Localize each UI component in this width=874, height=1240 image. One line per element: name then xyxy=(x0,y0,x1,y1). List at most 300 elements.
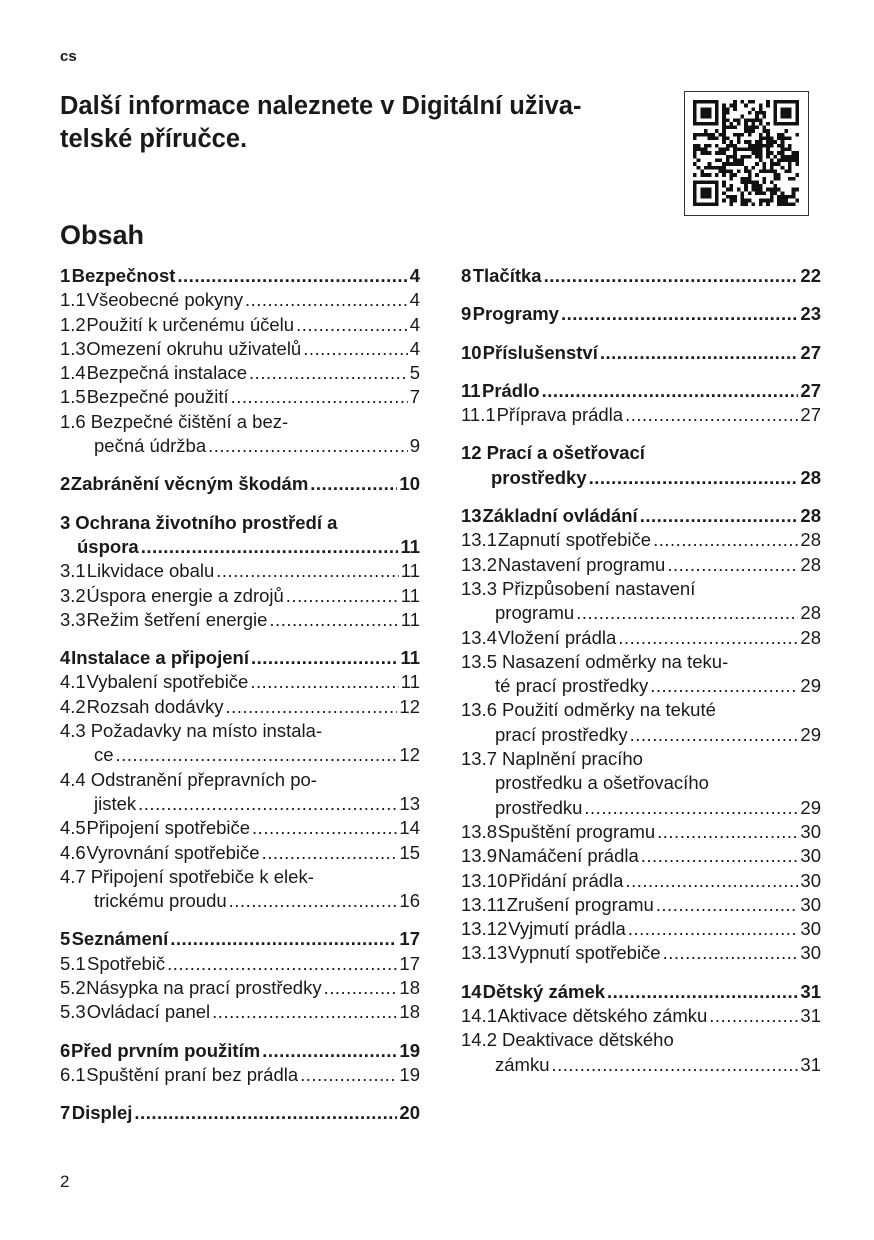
toc-entry[interactable] xyxy=(60,696,420,720)
toc-entry[interactable] xyxy=(461,1029,821,1078)
leader-dots xyxy=(303,338,407,360)
toc-entry-title-cont: prostředky xyxy=(491,466,587,488)
toc-section xyxy=(461,303,821,327)
toc-entry[interactable] xyxy=(461,894,821,918)
leader-dots xyxy=(657,821,798,843)
toc-entry-page: 9 xyxy=(409,435,420,457)
toc-entry-line xyxy=(461,467,821,491)
toc-entry-number: 3.1 xyxy=(60,560,86,582)
toc-entry-title: Displej xyxy=(71,1102,133,1124)
leader-dots xyxy=(667,554,798,576)
toc-entry-line xyxy=(60,647,420,671)
toc-entry-number: 8 xyxy=(461,265,472,286)
toc-entry-number: 4.7 xyxy=(60,865,86,887)
toc-entry-line xyxy=(461,505,821,529)
toc-entry-page: 7 xyxy=(409,386,420,408)
toc-entry-line xyxy=(60,696,420,720)
toc-entry[interactable] xyxy=(461,380,821,404)
toc-column-left xyxy=(60,265,420,1141)
toc-entry-page: 31 xyxy=(800,980,821,1002)
toc-entry-line xyxy=(60,473,420,497)
toc-entry-page: 11 xyxy=(400,647,420,669)
toc-entry-page: 22 xyxy=(800,265,821,286)
toc-entry-line xyxy=(60,536,420,560)
toc-entry-page: 11 xyxy=(400,608,420,630)
toc-entry[interactable] xyxy=(60,842,420,866)
toc-column-right xyxy=(461,265,821,1092)
toc-entry-number: 14.1 xyxy=(461,1005,498,1027)
toc-entry-page: 12 xyxy=(399,695,420,717)
toc-entry-title: Režim šetření energie xyxy=(86,608,268,630)
toc-entry[interactable] xyxy=(461,265,821,289)
toc-entry-line xyxy=(461,265,821,289)
toc-entry-line xyxy=(461,1029,821,1053)
toc-entry-line xyxy=(60,744,420,768)
toc-entry-title: Rozsah dodávky xyxy=(86,695,224,717)
toc-entry-number: 1.4 xyxy=(60,362,86,384)
toc-entry-page: 5 xyxy=(409,362,420,384)
leader-dots xyxy=(167,953,397,975)
toc-entry-number: 6 xyxy=(60,1039,71,1061)
toc-entry-page: 18 xyxy=(399,977,420,999)
toc-entry-page: 23 xyxy=(800,303,821,325)
leader-dots xyxy=(250,671,398,693)
toc-entry[interactable] xyxy=(60,473,420,497)
toc-section xyxy=(461,380,821,429)
toc-entry-title: Vyrovnání spotřebiče xyxy=(86,841,260,863)
toc-section xyxy=(60,512,420,633)
leader-dots xyxy=(208,435,408,457)
toc-entry-number: 13 xyxy=(461,505,482,527)
toc-entry-page: 18 xyxy=(399,1001,420,1023)
toc-entry-line xyxy=(461,724,821,748)
toc-entry-page: 31 xyxy=(800,1053,821,1075)
language-tag: cs xyxy=(60,48,77,65)
toc-entry-page: 28 xyxy=(800,626,821,648)
toc-entry[interactable] xyxy=(60,585,420,609)
toc-entry-title: Ochrana životního prostředí a xyxy=(75,511,338,533)
toc-entry-page: 11 xyxy=(400,560,420,582)
toc-entry-page: 11 xyxy=(400,584,420,606)
toc-entry-page: 13 xyxy=(399,792,420,814)
toc-entry-title: Deaktivace dětského xyxy=(502,1029,674,1051)
toc-entry-line xyxy=(60,817,420,841)
toc-entry-title-cont: jistek xyxy=(94,792,137,814)
leader-dots xyxy=(663,942,799,964)
toc-entry-number: 11 xyxy=(461,379,481,401)
toc-entry[interactable] xyxy=(60,265,420,289)
toc-entry-page: 30 xyxy=(800,820,821,842)
toc-entry-title: Aktivace dětského zámku xyxy=(497,1005,708,1027)
toc-entry-page: 17 xyxy=(399,952,420,974)
toc-entry-line xyxy=(60,338,420,362)
toc-entry[interactable] xyxy=(60,671,420,695)
toc-entry-line xyxy=(461,1005,821,1029)
leader-dots xyxy=(324,977,398,999)
toc-entry-line xyxy=(60,793,420,817)
toc-entry[interactable] xyxy=(60,609,420,633)
toc-entry-line xyxy=(461,845,821,869)
toc-entry-page: 4 xyxy=(409,313,420,335)
toc-entry-line xyxy=(60,1064,420,1088)
toc-entry[interactable] xyxy=(461,627,821,651)
toc-entry-line xyxy=(461,981,821,1005)
leader-dots xyxy=(709,1005,798,1027)
toc-entry-line xyxy=(461,748,821,772)
toc-entry-title: Použití k určenému účelu xyxy=(86,313,295,335)
toc-entry-line xyxy=(60,890,420,914)
toc-entry-number: 4.3 xyxy=(60,720,86,742)
toc-entry-line xyxy=(461,578,821,602)
leader-dots xyxy=(542,380,799,402)
toc-section xyxy=(461,981,821,1078)
toc-entry-title: Bezpečná instalace xyxy=(86,362,248,384)
toc-entry[interactable] xyxy=(461,442,821,491)
toc-entry-number: 12 xyxy=(461,442,482,464)
toc-entry-line xyxy=(60,977,420,1001)
toc-entry-number: 13.12 xyxy=(461,918,508,940)
toc-entry-line xyxy=(461,404,821,428)
leader-dots xyxy=(625,870,798,892)
toc-entry-number: 13.9 xyxy=(461,845,498,867)
toc-entry[interactable] xyxy=(461,981,821,1005)
toc-entry-title: Zrušení programu xyxy=(506,893,654,915)
toc-entry-line xyxy=(461,529,821,553)
toc-entry-number: 1.6 xyxy=(60,410,86,432)
toc-entry-line xyxy=(461,342,821,366)
toc-section xyxy=(60,1102,420,1126)
toc-entry-page: 29 xyxy=(800,723,821,745)
leader-dots xyxy=(134,1102,397,1124)
toc-entry-title: Vypnutí spotřebiče xyxy=(508,942,661,964)
toc-entry[interactable] xyxy=(461,1005,821,1029)
toc-entry-page: 20 xyxy=(399,1102,420,1124)
toc-entry-title: Vložení prádla xyxy=(498,626,617,648)
toc-entry-page: 27 xyxy=(800,341,821,363)
toc-entry[interactable] xyxy=(461,578,821,627)
toc-entry[interactable] xyxy=(60,1064,420,1088)
toc-entry-number: 13.1 xyxy=(461,529,498,551)
toc-entry[interactable] xyxy=(461,505,821,529)
toc-entry-title: Programy xyxy=(472,303,559,325)
leader-dots xyxy=(216,560,399,582)
toc-entry[interactable] xyxy=(60,362,420,386)
toc-entry-title: Bezpečné čištění a bez- xyxy=(90,410,289,432)
toc-entry-number: 11.1 xyxy=(461,404,496,426)
leader-dots xyxy=(650,675,798,697)
toc-entry-title: Spuštění praní bez prádla xyxy=(86,1063,299,1085)
toc-entry-title: Ovládací panel xyxy=(86,1001,211,1023)
toc-entry[interactable] xyxy=(461,404,821,428)
toc-entry-number: 4.1 xyxy=(60,671,86,693)
toc-section xyxy=(60,647,420,914)
toc-entry-title: Vybalení spotřebiče xyxy=(86,671,249,693)
toc-entry-line xyxy=(60,953,420,977)
leader-dots xyxy=(576,602,798,624)
toc-entry-number: 6.1 xyxy=(60,1063,86,1085)
toc-entry-number: 13.10 xyxy=(461,869,508,891)
toc-entry-page: 17 xyxy=(399,928,420,950)
toc-entry-page: 29 xyxy=(800,675,821,697)
toc-entry[interactable] xyxy=(60,928,420,952)
leader-dots xyxy=(269,609,398,631)
leader-dots xyxy=(544,265,799,287)
toc-entry-number: 13.4 xyxy=(461,626,498,648)
toc-entry-page: 28 xyxy=(800,466,821,488)
toc-entry-title: Zapnutí spotřebiče xyxy=(497,529,652,551)
toc-entry-line xyxy=(461,797,821,821)
leader-dots xyxy=(628,918,799,940)
toc-entry-title-cont: zámku xyxy=(495,1053,550,1075)
toc-entry-number: 5.3 xyxy=(60,1001,86,1023)
toc-entry-line xyxy=(60,842,420,866)
toc-entry-page: 10 xyxy=(399,473,420,495)
toc-entry-number: 13.2 xyxy=(461,553,498,575)
toc-entry-title-cont: trickému proudu xyxy=(94,890,227,912)
leader-dots xyxy=(212,1001,397,1023)
toc-entry[interactable] xyxy=(461,303,821,327)
toc-entry-line xyxy=(60,411,420,435)
toc-entry-page: 11 xyxy=(400,671,420,693)
toc-entry-page: 30 xyxy=(800,845,821,867)
toc-entry-line xyxy=(60,435,420,459)
toc-entry-title: Připojení spotřebiče xyxy=(86,817,251,839)
toc-entry-number: 1.2 xyxy=(60,313,86,335)
toc-entry[interactable] xyxy=(461,918,821,942)
headline xyxy=(60,90,670,156)
leader-dots xyxy=(249,362,408,384)
toc-entry-title-cont: programu xyxy=(495,602,575,624)
toc-entry-line xyxy=(60,314,420,338)
toc-entry-line xyxy=(60,585,420,609)
toc-entry-line xyxy=(60,265,420,289)
toc-entry-line xyxy=(60,1102,420,1126)
toc-entry-title: Požadavky na místo instala- xyxy=(90,720,323,742)
toc-entry[interactable] xyxy=(461,845,821,869)
leader-dots xyxy=(116,744,398,766)
toc-entry-title: Všeobecné pokyny xyxy=(86,289,243,311)
toc-entry-title-cont: prostředku xyxy=(495,796,583,818)
toc-entry[interactable] xyxy=(60,314,420,338)
leader-dots xyxy=(561,303,798,325)
leader-dots xyxy=(300,1064,397,1086)
toc-entry-number: 5.2 xyxy=(60,977,86,999)
toc-entry[interactable] xyxy=(461,554,821,578)
leader-dots xyxy=(141,536,399,558)
toc-entry-title: Vyjmutí prádla xyxy=(508,918,626,940)
toc-entry-number: 7 xyxy=(60,1102,71,1124)
toc-entry[interactable] xyxy=(60,769,420,818)
toc-entry-number: 4 xyxy=(60,647,71,669)
toc-entry-title: Násypka na prací prostředky xyxy=(86,977,322,999)
toc-title: Obsah xyxy=(60,220,145,250)
toc-section xyxy=(461,505,821,967)
toc-entry-number: 13.5 xyxy=(461,650,498,672)
toc-entry-line xyxy=(60,1001,420,1025)
toc-entry-title: Omezení okruhu uživatelů xyxy=(86,337,302,359)
toc-entry-line xyxy=(60,512,420,536)
toc-entry-title-cont: prostředku a ošetřovacího xyxy=(495,772,709,794)
toc-entry-title: Bezpečnost xyxy=(71,265,176,286)
toc-entry[interactable] xyxy=(461,870,821,894)
toc-entry-number: 14.2 xyxy=(461,1029,498,1051)
toc-entry-line xyxy=(60,769,420,793)
toc-entry-number: 13.6 xyxy=(461,699,498,721)
leader-dots xyxy=(229,890,398,912)
toc-entry-title: Dětský zámek xyxy=(482,980,606,1002)
qr-code[interactable] xyxy=(684,91,809,216)
toc-entry-title: Před prvním použitím xyxy=(71,1039,261,1061)
toc-entry-title: Přizpůsobení nastavení xyxy=(502,577,696,599)
toc-entry-number: 14 xyxy=(461,980,482,1002)
toc-entry-number: 10 xyxy=(461,341,482,363)
toc-entry-title: Instalace a připojení xyxy=(71,647,249,669)
toc-entry[interactable] xyxy=(461,821,821,845)
leader-dots xyxy=(231,386,408,408)
toc-entry-number: 5 xyxy=(60,928,71,950)
toc-entry-page: 12 xyxy=(399,744,420,766)
toc-entry-number: 1.1 xyxy=(60,289,86,311)
toc-entry[interactable] xyxy=(461,651,821,700)
toc-entry-line xyxy=(461,303,821,327)
toc-entry-line xyxy=(60,386,420,410)
toc-entry-page: 30 xyxy=(800,869,821,891)
headline-line-1: Další informace naleznete v Digitální uživa- xyxy=(60,92,582,120)
toc-entry-page: 28 xyxy=(800,529,821,551)
toc-entry[interactable] xyxy=(461,748,821,821)
toc-entry[interactable] xyxy=(60,411,420,460)
leader-dots xyxy=(177,265,407,287)
toc-entry[interactable] xyxy=(461,529,821,553)
toc-section xyxy=(60,473,420,497)
toc-entry[interactable] xyxy=(60,289,420,313)
leader-dots xyxy=(262,842,398,864)
toc-entry-line xyxy=(461,675,821,699)
toc-entry[interactable] xyxy=(60,866,420,915)
leader-dots xyxy=(552,1054,799,1076)
toc-entry[interactable] xyxy=(60,1102,420,1126)
toc-entry[interactable] xyxy=(60,817,420,841)
toc-entry-line xyxy=(60,362,420,386)
toc-entry-title: Bezpečné použití xyxy=(86,386,229,408)
toc-entry-line xyxy=(60,866,420,890)
toc-section xyxy=(461,342,821,366)
toc-entry-page: 30 xyxy=(800,918,821,940)
toc-entry-number: 4.5 xyxy=(60,817,86,839)
leader-dots xyxy=(630,724,799,746)
toc-entry[interactable] xyxy=(461,942,821,966)
toc-entry[interactable] xyxy=(60,977,420,1001)
leader-dots xyxy=(296,314,408,336)
leader-dots xyxy=(584,797,798,819)
toc-entry-line xyxy=(461,627,821,651)
toc-entry-page: 30 xyxy=(800,942,821,964)
toc-entry-number: 13.7 xyxy=(461,748,498,770)
toc-entry-number: 4.2 xyxy=(60,695,86,717)
toc-entry-page: 14 xyxy=(399,817,420,839)
toc-entry-line xyxy=(461,821,821,845)
toc-entry-line xyxy=(60,671,420,695)
leader-dots xyxy=(600,342,799,364)
toc-entry-line xyxy=(60,1040,420,1064)
toc-entry-title: Prádlo xyxy=(481,379,540,401)
leader-dots xyxy=(641,845,799,867)
leader-dots xyxy=(251,647,398,669)
toc-entry-line xyxy=(60,289,420,313)
toc-entry-number: 3 xyxy=(60,511,71,533)
toc-entry-page: 27 xyxy=(800,379,821,401)
toc-entry-number: 13.11 xyxy=(461,893,506,915)
toc-entry-number: 13.13 xyxy=(461,942,508,964)
toc-entry-number: 1 xyxy=(60,265,71,286)
toc-entry-line xyxy=(461,602,821,626)
toc-section xyxy=(461,442,821,491)
toc-entry[interactable] xyxy=(461,699,821,748)
toc-entry-page: 28 xyxy=(800,505,821,527)
toc-entry-title-cont: úspora xyxy=(77,535,139,557)
toc-section xyxy=(60,265,420,459)
toc-entry-title: Naplnění pracího xyxy=(502,748,643,770)
leader-dots xyxy=(618,627,798,649)
toc-entry-number: 13.8 xyxy=(461,820,498,842)
toc-entry-title: Zabránění věcným škodám xyxy=(70,473,309,495)
toc-entry-title-cont: pečná údržba xyxy=(94,435,207,457)
toc-entry-title: Přidání prádla xyxy=(508,869,624,891)
toc-entry-number: 3.2 xyxy=(60,584,86,606)
leader-dots xyxy=(607,981,798,1003)
toc-entry-line xyxy=(461,380,821,404)
leader-dots xyxy=(589,467,799,489)
toc-entry-title: Příslušenství xyxy=(482,341,598,363)
leader-dots xyxy=(245,289,408,311)
toc-entry-page: 11 xyxy=(400,535,420,557)
leader-dots xyxy=(653,529,798,551)
toc-entry[interactable] xyxy=(60,512,420,561)
toc-entry-line xyxy=(60,609,420,633)
toc-entry[interactable] xyxy=(60,386,420,410)
toc-entry-line xyxy=(461,772,821,796)
toc-entry-page: 31 xyxy=(800,1005,821,1027)
toc-entry-line xyxy=(461,894,821,918)
leader-dots xyxy=(310,473,397,495)
toc-entry-line xyxy=(461,554,821,578)
toc-entry[interactable] xyxy=(60,647,420,671)
toc-entry-line xyxy=(461,651,821,675)
toc-entry[interactable] xyxy=(60,1001,420,1025)
toc-entry-title: Základní ovládání xyxy=(482,505,638,527)
toc-entry-line xyxy=(60,560,420,584)
toc-entry[interactable] xyxy=(60,720,420,769)
toc-entry-title: Odstranění přepravních po- xyxy=(90,768,317,790)
toc-entry[interactable] xyxy=(60,338,420,362)
toc-entry-page: 27 xyxy=(800,404,821,426)
toc-entry-line xyxy=(60,720,420,744)
toc-entry[interactable] xyxy=(60,1040,420,1064)
toc-entry-line xyxy=(461,699,821,723)
toc-entry-title: Seznámení xyxy=(71,928,169,950)
toc-entry-title: Spotřebič xyxy=(87,952,166,974)
toc-entry-page: 28 xyxy=(800,553,821,575)
toc-entry-number: 4.6 xyxy=(60,841,86,863)
toc-entry[interactable] xyxy=(60,953,420,977)
toc-entry-page: 15 xyxy=(399,841,420,863)
leader-dots xyxy=(225,696,397,718)
toc-entry-title-cont: prací prostředky xyxy=(495,723,628,745)
toc-entry-title: Připojení spotřebiče k elek- xyxy=(90,865,314,887)
toc-entry[interactable] xyxy=(461,342,821,366)
toc-entry[interactable] xyxy=(60,560,420,584)
toc-entry-title: Příprava prádla xyxy=(496,404,624,426)
